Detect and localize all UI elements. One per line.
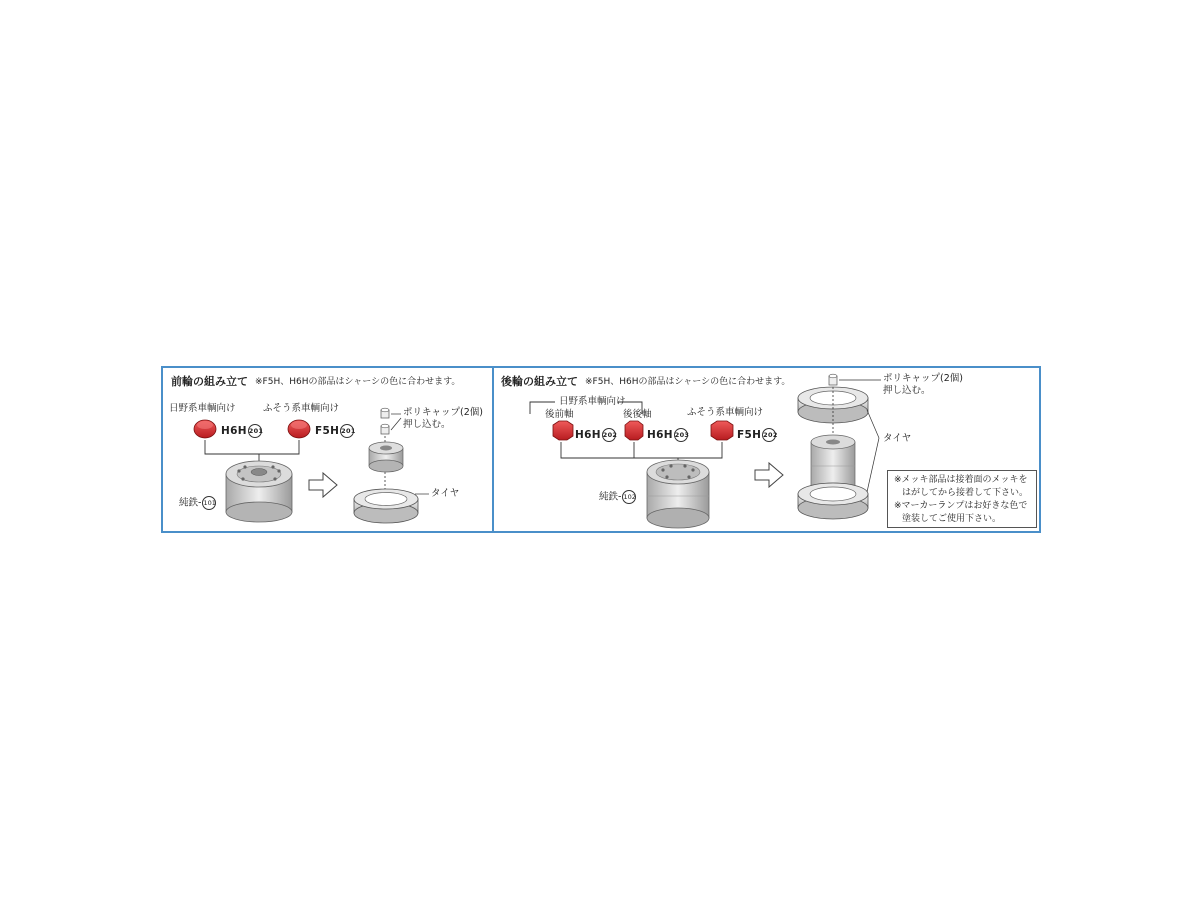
rear-rear-axle-label: 後後軸 [623,409,652,420]
caution-note-line: ※マーカーランプはお好きな色で [894,501,1028,511]
part-code: F5H [315,425,340,437]
polycap-icon [829,374,837,385]
rear-tire-label: タイヤ [883,433,912,444]
part-number: 102 [622,490,636,504]
caution-note-line: 塗装してご使用下さい。 [902,514,1002,524]
rear-title: 後輪の組み立て [501,375,578,388]
part-number: 202 [762,428,776,442]
hub-cap-icon [194,420,216,438]
part-number: 201 [248,424,262,438]
rear-cap-f5h [737,428,776,442]
front-title: 前輪の組み立て [171,375,248,388]
part-code: F5H [737,429,762,441]
rear-note: ※F5H、H6Hの部品はシャーシの色に合わせます。 [585,377,791,387]
hub-cap-icon [711,421,733,440]
wheel-label-text: 純鉄- [179,497,202,509]
wheel-icon [226,461,292,522]
instruction-panel [161,366,1041,533]
rear-cap-h6h-b [647,428,688,442]
wheel-icon [647,460,709,528]
front-polycap-label-2: 押し込む。 [403,419,451,430]
part-number: 203 [674,428,688,442]
part-number: 101 [202,496,216,510]
arrow-right-icon [755,463,783,487]
wheel-icon [369,442,403,472]
front-fuso-label: ふそう系車輌向け [263,403,340,414]
part-number: 201 [340,424,354,438]
front-polycap-label: ポリキャップ(2個) [403,407,483,418]
rear-polycap-label: ポリキャップ(2個) [883,373,963,384]
caution-notes [887,470,1037,528]
rear-cap-h6h-a [575,428,616,442]
tire-icon [354,489,418,523]
wheel-label-text: 純鉄- [599,491,622,503]
caution-note-line: はがしてから接着して下さい。 [902,488,1029,498]
front-wheel-label [179,496,216,510]
front-tire-label: タイヤ [431,488,460,499]
rear-hino-label: 日野系車輌向け [559,396,626,407]
part-number: 202 [602,428,616,442]
hub-cap-icon [625,421,643,440]
rear-polycap-label-2: 押し込む。 [883,385,931,396]
rear-wheel-label [599,490,636,504]
rear-fuso-label: ふそう系車輌向け [687,407,764,418]
arrow-right-icon [309,473,337,497]
hub-cap-icon [288,420,310,438]
front-note: ※F5H、H6Hの部品はシャーシの色に合わせます。 [255,377,461,387]
part-code: H6H [575,429,601,441]
front-cap-f5h [315,424,354,438]
hub-cap-icon [553,421,573,440]
caution-note-line: ※メッキ部品は接着面のメッキを [894,475,1028,485]
front-cap-h6h [221,424,262,438]
part-code: H6H [647,429,673,441]
front-hino-label: 日野系車輌向け [169,403,236,414]
tire-icon [798,483,868,519]
polycap-icon [381,408,389,434]
rear-front-axle-label: 後前軸 [545,409,574,420]
part-code: H6H [221,425,247,437]
